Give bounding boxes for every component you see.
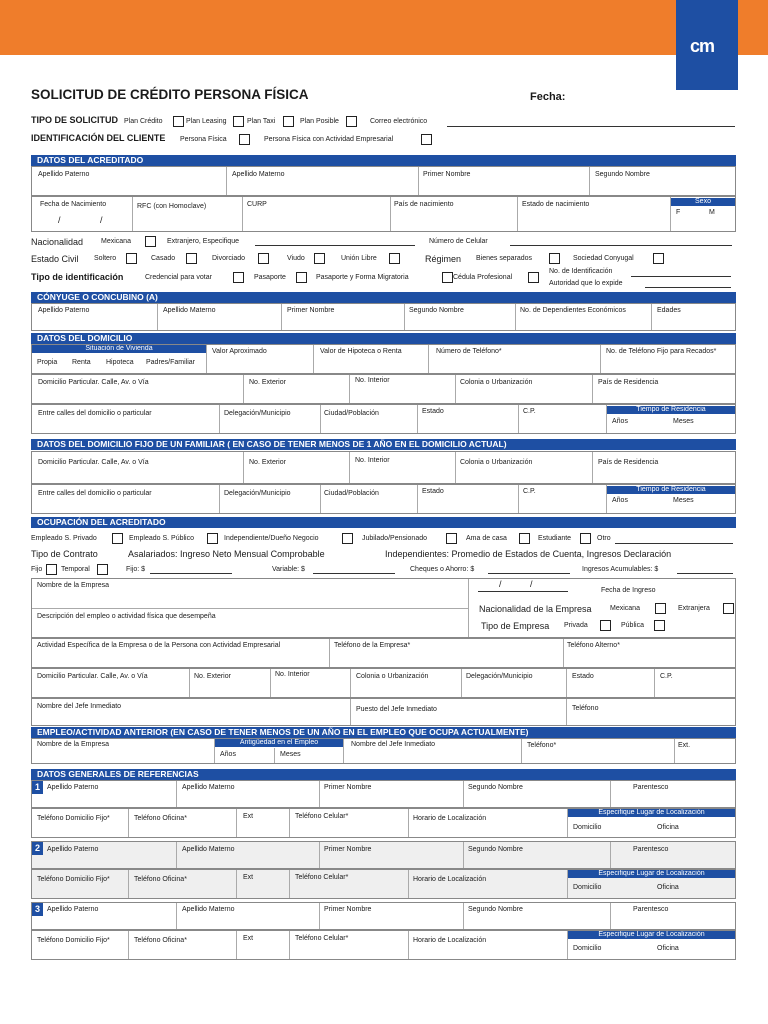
ant-anos-label: Años [220, 751, 236, 758]
estudiante-checkbox[interactable] [580, 533, 591, 544]
renta-option[interactable]: Renta [72, 359, 91, 366]
fam-tiempo-bar: Tiempo de Residencia [607, 486, 735, 494]
no-id-field[interactable] [631, 276, 731, 277]
section-referencias: DATOS GENERALES DE REFERENCIAS [31, 769, 736, 780]
correo-field[interactable] [447, 126, 735, 127]
dom-anos-label: Años [612, 418, 628, 425]
credencial-checkbox[interactable] [233, 272, 244, 283]
ref2-lugar-bar: Especifique Lugar de Localización [568, 870, 735, 878]
cy-ap-label: Apellido Paterno [38, 307, 90, 314]
ref3-dom[interactable]: Domicilio [573, 945, 602, 952]
ref3-tcel: Teléfono Celular* [295, 935, 349, 942]
section-anterior: EMPLEO/ACTIVIDAD ANTERIOR (EN CASO DE TENER MENOS DE UN AÑO EN EL EMPLEO QUE OCUPA ACTUALMENTE) [31, 727, 736, 738]
fijo-label: Fijo [31, 566, 43, 573]
cheques-label: Cheques o Ahorro: $ [410, 566, 475, 573]
ref1-sn: Segundo Nombre [468, 784, 523, 791]
fn-slash: / [100, 215, 103, 225]
dom-ext-label: No. Exterior [249, 379, 286, 386]
empleado-privado-checkbox[interactable] [112, 533, 123, 544]
mexicana-label: Mexicana [101, 238, 131, 245]
ref2-ap: Apellido Paterno [47, 846, 99, 853]
emp-mexicana-label: Mexicana [610, 605, 640, 612]
extranjero-field[interactable] [255, 245, 415, 246]
section-ocupacion: OCUPACIÓN DEL ACREDITADO [31, 517, 736, 528]
viudo-label: Viudo [287, 255, 305, 262]
privada-label: Privada [564, 622, 588, 629]
pasaporte-fm-checkbox[interactable] [442, 272, 453, 283]
cy-ed-label: Edades [657, 307, 681, 314]
sociedad-conyugal-checkbox[interactable] [653, 253, 664, 264]
jubilado-checkbox[interactable] [446, 533, 457, 544]
fi-slash: / [530, 579, 533, 589]
correo-label: Correo electrónico [370, 118, 428, 125]
ref1-tcel: Teléfono Celular* [295, 813, 349, 820]
ref2-ext: Ext [243, 874, 254, 881]
ref2-par: Parentesco [633, 846, 669, 853]
ref1-dom[interactable]: Domicilio [573, 824, 602, 831]
nacionalidad-label: Nacionalidad [31, 237, 84, 247]
dom-del-label: Delegación/Municipio [224, 410, 291, 417]
cy-am-label: Apellido Materno [163, 307, 216, 314]
ref3-row1 [31, 902, 736, 930]
ref1-hor: Horario de Localización [413, 815, 487, 822]
curp-label: CURP [247, 201, 267, 208]
fijo-monto-field[interactable] [150, 573, 232, 574]
page-title: SOLICITUD DE CRÉDITO PERSONA FÍSICA [31, 87, 309, 102]
sexo-bar: Sexo [671, 198, 735, 206]
fam-del-label: Delegación/Municipio [224, 490, 291, 497]
tiempo-residencia-bar: Tiempo de Residencia [607, 406, 735, 414]
ref2-ofi[interactable]: Oficina [657, 884, 679, 891]
fijo-checkbox[interactable] [46, 564, 57, 575]
empresa-label: Nombre de la Empresa [37, 582, 109, 589]
ref1-number: 1 [32, 781, 43, 794]
casado-checkbox[interactable] [186, 253, 197, 264]
union-libre-label: Unión Libre [341, 255, 377, 262]
ap-label: Apellido Paterno [38, 171, 90, 178]
valor-aprox-label: Valor Aproximado [212, 348, 267, 355]
fam-row1 [31, 451, 736, 484]
ref3-tof: Teléfono Oficina* [134, 937, 187, 944]
cy-sn-label: Segundo Nombre [409, 307, 464, 314]
dom-calle-label: Domicilio Particular. Calle, Av. o Vía [38, 379, 149, 386]
fam-est-label: Estado [422, 488, 444, 495]
bienes-separados-checkbox[interactable] [549, 253, 560, 264]
variable-field[interactable] [313, 573, 395, 574]
tipo-label: TIPO DE SOLICITUD [31, 115, 119, 125]
plan-taxi-checkbox[interactable] [283, 116, 294, 127]
situacion-vivienda-bar: Situación de Vivienda [32, 345, 206, 353]
fam-int-label: No. Interior [355, 457, 390, 464]
ref1-ofi[interactable]: Oficina [657, 824, 679, 831]
privada-checkbox[interactable] [600, 620, 611, 631]
extranjero-label: Extranjero, Especifique [167, 238, 239, 245]
pasaporte-checkbox[interactable] [296, 272, 307, 283]
ref1-lugar-bar: Especifique Lugar de Localización [568, 809, 735, 817]
section-domicilio: DATOS DEL DOMICILIO [31, 333, 736, 344]
persona-fisica-ae-checkbox[interactable] [421, 134, 432, 145]
pasaporte-fm-label: Pasaporte y Forma Migratoria [316, 274, 409, 281]
am-label: Apellido Materno [232, 171, 285, 178]
soltero-label: Soltero [94, 255, 117, 262]
acumulables-label: Ingresos Acumulables: $ [582, 566, 659, 573]
fam-ext-label: No. Exterior [249, 459, 286, 466]
ref2-pn: Primer Nombre [324, 846, 372, 853]
plan-posible-label: Plan Posible [300, 118, 339, 125]
empleado-publico-checkbox[interactable] [207, 533, 218, 544]
cedula-checkbox[interactable] [528, 272, 539, 283]
pn-label: Primer Nombre [423, 171, 471, 178]
ref3-sn: Segundo Nombre [468, 906, 523, 913]
emp-calle-label: Domicilio Particular. Calle, Av. o Vía [37, 673, 148, 680]
ama-casa-label: Ama de casa [466, 535, 507, 542]
bienes-separados-label: Bienes separados [476, 255, 533, 262]
celular-label: Número de Celular [429, 238, 488, 245]
emp-col-label: Colonia o Urbanización [356, 673, 429, 680]
ref3-par: Parentesco [633, 906, 669, 913]
ref2-dom[interactable]: Domicilio [573, 884, 602, 891]
viudo-checkbox[interactable] [314, 253, 325, 264]
divorciado-checkbox[interactable] [258, 253, 269, 264]
tel-empresa-label: Teléfono de la Empresa* [334, 642, 411, 649]
fi-slash: / [499, 579, 502, 589]
dom-telfijo-label: No. de Teléfono Fijo para Recados* [606, 348, 717, 355]
fam-ciu-label: Ciudad/Población [324, 490, 379, 497]
dom-int-label: No. Interior [355, 377, 390, 384]
hipoteca-option[interactable]: Hipoteca [106, 359, 134, 366]
sn-label: Segundo Nombre [595, 171, 650, 178]
fecha-ingreso-slash [478, 582, 568, 592]
ref3-hor: Horario de Localización [413, 937, 487, 944]
ant-tel-label: Teléfono* [527, 742, 557, 749]
ref2-tof: Teléfono Oficina* [134, 876, 187, 883]
divorciado-label: Divorciado [212, 255, 246, 262]
sexo-m[interactable]: M [709, 209, 715, 216]
publica-label: Pública [621, 622, 644, 629]
otro-label: Otro [597, 535, 611, 542]
ref2-sn: Segundo Nombre [468, 846, 523, 853]
pasaporte-label: Pasaporte [254, 274, 286, 281]
ref2-tdf: Teléfono Domicilio Fijo* [37, 876, 110, 883]
fam-col-label: Colonia o Urbanización [460, 459, 533, 466]
casado-label: Casado [151, 255, 176, 262]
temporal-label: Temporal [61, 566, 90, 573]
dom-cp-label: C.P. [523, 408, 536, 415]
ref1-ap: Apellido Paterno [47, 784, 99, 791]
ref3-am: Apellido Materno [182, 906, 235, 913]
persona-fisica-label: Persona Física [180, 136, 227, 143]
autoridad-label: Autoridad que lo expide [549, 280, 623, 287]
cedula-label: Cédula Profesional [453, 274, 513, 281]
emp-ext-label: No. Exterior [194, 673, 231, 680]
fn-label: Fecha de Nacimiento [40, 201, 107, 208]
ref1-ext: Ext [243, 813, 254, 820]
publica-checkbox[interactable] [654, 620, 665, 631]
ama-casa-checkbox[interactable] [519, 533, 530, 544]
ref2-am: Apellido Materno [182, 846, 235, 853]
variable-label: Variable: $ [272, 566, 305, 573]
regimen-label: Régimen [425, 254, 462, 264]
persona-fisica-checkbox[interactable] [239, 134, 250, 145]
plan-credito-label: Plan Crédito [124, 118, 163, 125]
fam-anos-label: Años [612, 497, 628, 504]
rfc-label: RFC (con Homoclave) [137, 203, 207, 210]
header-band [0, 0, 768, 55]
dom-meses-label: Meses [673, 418, 694, 425]
ref1-row1 [31, 780, 736, 808]
ref1-tof: Teléfono Oficina* [134, 815, 187, 822]
acumulables-field[interactable] [677, 573, 733, 574]
nac-empresa-label: Nacionalidad de la Empresa [479, 604, 592, 614]
section-familiar: DATOS DEL DOMICILIO FIJO DE UN FAMILIAR ( EN CASO DE TENER MENOS DE 1 AÑO EN EL DOMICILIO ACTUAL) [31, 439, 736, 450]
pais-label: País de nacimiento [394, 201, 454, 208]
dom-col-label: Colonia o Urbanización [460, 379, 533, 386]
fecha-label: Fecha: [530, 91, 566, 103]
no-id-label: No. de Identificación [549, 268, 613, 275]
empleado-privado-label: Empleado S. Privado [31, 535, 97, 542]
sexo-f[interactable]: F [676, 209, 681, 216]
fam-cp-label: C.P. [523, 488, 536, 495]
ant-ext-label: Ext. [678, 742, 691, 749]
emp-int-label: No. Interior [275, 671, 310, 678]
dom-est-label: Estado [422, 408, 444, 415]
tel-alterno-label: Teléfono Alterno* [567, 642, 620, 649]
plan-leasing-label: Plan Leasing [186, 118, 227, 125]
estudiante-label: Estudiante [538, 535, 572, 542]
fam-entre-label: Entre calles del domicilio o particular [38, 490, 152, 497]
soltero-checkbox[interactable] [126, 253, 137, 264]
independientes-label: Independientes: Promedio de Estados de Cuenta, Ingresos Declaración [385, 549, 672, 559]
emp-cp-label: C.P. [660, 673, 673, 680]
dom-entre-label: Entre calles del domicilio o particular [38, 410, 152, 417]
padres-option[interactable]: Padres/Familiar [146, 359, 196, 366]
jefe-label: Nombre del Jefe Inmediato [37, 703, 122, 710]
plan-taxi-label: Plan Taxi [247, 118, 276, 125]
fam-paisres-label: País de Residencia [598, 459, 659, 466]
emp-est-label: Estado [572, 673, 594, 680]
cy-dep-label: No. de Dependientes Económicos [520, 307, 626, 314]
fijo-monto-label: Fijo: $ [126, 566, 146, 573]
ant-jefe-label: Nombre del Jefe Inmediato [351, 741, 436, 748]
plan-credito-checkbox[interactable] [173, 116, 184, 127]
ident-label: IDENTIFICACIÓN DEL CLIENTE [31, 133, 166, 143]
persona-fisica-ae-label: Persona Física con Actividad Empresarial [264, 136, 394, 143]
autoridad-field[interactable] [645, 287, 731, 288]
ref3-lugar-bar: Especifique Lugar de Localización [568, 931, 735, 939]
section-conyuge: CÓNYUGE O CONCUBINO (A) [31, 292, 736, 303]
cy-pn-label: Primer Nombre [287, 307, 335, 314]
ref1-tdf: Teléfono Domicilio Fijo* [37, 815, 110, 822]
edo-label: Estado de nacimiento [522, 201, 590, 208]
acreditado-row2 [31, 196, 736, 232]
puesto-jefe-label: Puesto del Jefe Inmediato [356, 706, 437, 713]
mexicana-checkbox[interactable] [145, 236, 156, 247]
estado-civil-label: Estado Civil [31, 254, 79, 264]
ref3-ofi[interactable]: Oficina [657, 945, 679, 952]
ref3-tdf: Teléfono Domicilio Fijo* [37, 937, 110, 944]
ref2-hor: Horario de Localización [413, 876, 487, 883]
dom-tel-label: Número de Teléfono* [436, 348, 502, 355]
ref1-am: Apellido Materno [182, 784, 235, 791]
section-acreditado: DATOS DEL ACREDITADO [31, 155, 736, 166]
emp-extranjera-checkbox[interactable] [723, 603, 734, 614]
valor-hipoteca-label: Valor de Hipoteca o Renta [320, 348, 402, 355]
ref1-pn: Primer Nombre [324, 784, 372, 791]
asalariados-label: Asalariados: Ingreso Neto Mensual Comprobable [128, 549, 325, 559]
propia-option[interactable]: Propia [37, 359, 58, 366]
temporal-checkbox[interactable] [97, 564, 108, 575]
actividad-label: Actividad Específica de la Empresa o de la Persona con Actividad Empresarial [37, 642, 281, 649]
sociedad-conyugal-label: Sociedad Conyugal [573, 255, 634, 262]
empleado-publico-label: Empleado S. Público [129, 535, 194, 542]
emp-mexicana-checkbox[interactable] [655, 603, 666, 614]
plan-posible-checkbox[interactable] [346, 116, 357, 127]
fecha-ingreso-label: Fecha de Ingreso [601, 587, 656, 594]
jubilado-label: Jubilado/Pensionado [362, 535, 427, 542]
plan-leasing-checkbox[interactable] [233, 116, 244, 127]
ref3-ext: Ext [243, 935, 254, 942]
logo: cm [690, 36, 715, 56]
ref3-number: 3 [32, 903, 43, 916]
antiguedad-bar: Antigüedad en el Empleo [215, 739, 343, 747]
ref2-row1 [31, 841, 736, 869]
emp-del-label: Delegación/Municipio [466, 673, 533, 680]
conyuge-row [31, 303, 736, 331]
ant-meses-label: Meses [280, 751, 301, 758]
ref1-par: Parentesco [633, 784, 669, 791]
ref3-pn: Primer Nombre [324, 906, 372, 913]
ref2-tcel: Teléfono Celular* [295, 874, 349, 881]
dom-paisres-label: País de Residencia [598, 379, 659, 386]
independiente-label: Independiente/Dueño Negocio [224, 535, 319, 542]
fn-slash: / [58, 215, 61, 225]
emp-extranjera-label: Extranjera [678, 605, 710, 612]
ref3-ap: Apellido Paterno [47, 906, 99, 913]
jefe-tel-label: Teléfono [572, 705, 599, 712]
tipo-empresa-label: Tipo de Empresa [481, 621, 550, 631]
union-libre-checkbox[interactable] [389, 253, 400, 264]
celular-field[interactable] [510, 245, 732, 246]
ref2-number: 2 [32, 842, 43, 855]
cheques-field[interactable] [488, 573, 570, 574]
ant-empresa-label: Nombre de la Empresa [37, 741, 109, 748]
tipo-id-label: Tipo de identificación [31, 272, 124, 282]
dom-ciu-label: Ciudad/Población [324, 410, 379, 417]
independiente-checkbox[interactable] [342, 533, 353, 544]
descripcion-label: Descripción del empleo o actividad física que desempeña [37, 613, 216, 620]
tipo-contrato-label: Tipo de Contrato [31, 549, 98, 559]
otro-field[interactable] [615, 543, 733, 544]
credencial-label: Credencial para votar [145, 274, 212, 281]
fam-calle-label: Domicilio Particular. Calle, Av. o Vía [38, 459, 149, 466]
fam-meses-label: Meses [673, 497, 694, 504]
